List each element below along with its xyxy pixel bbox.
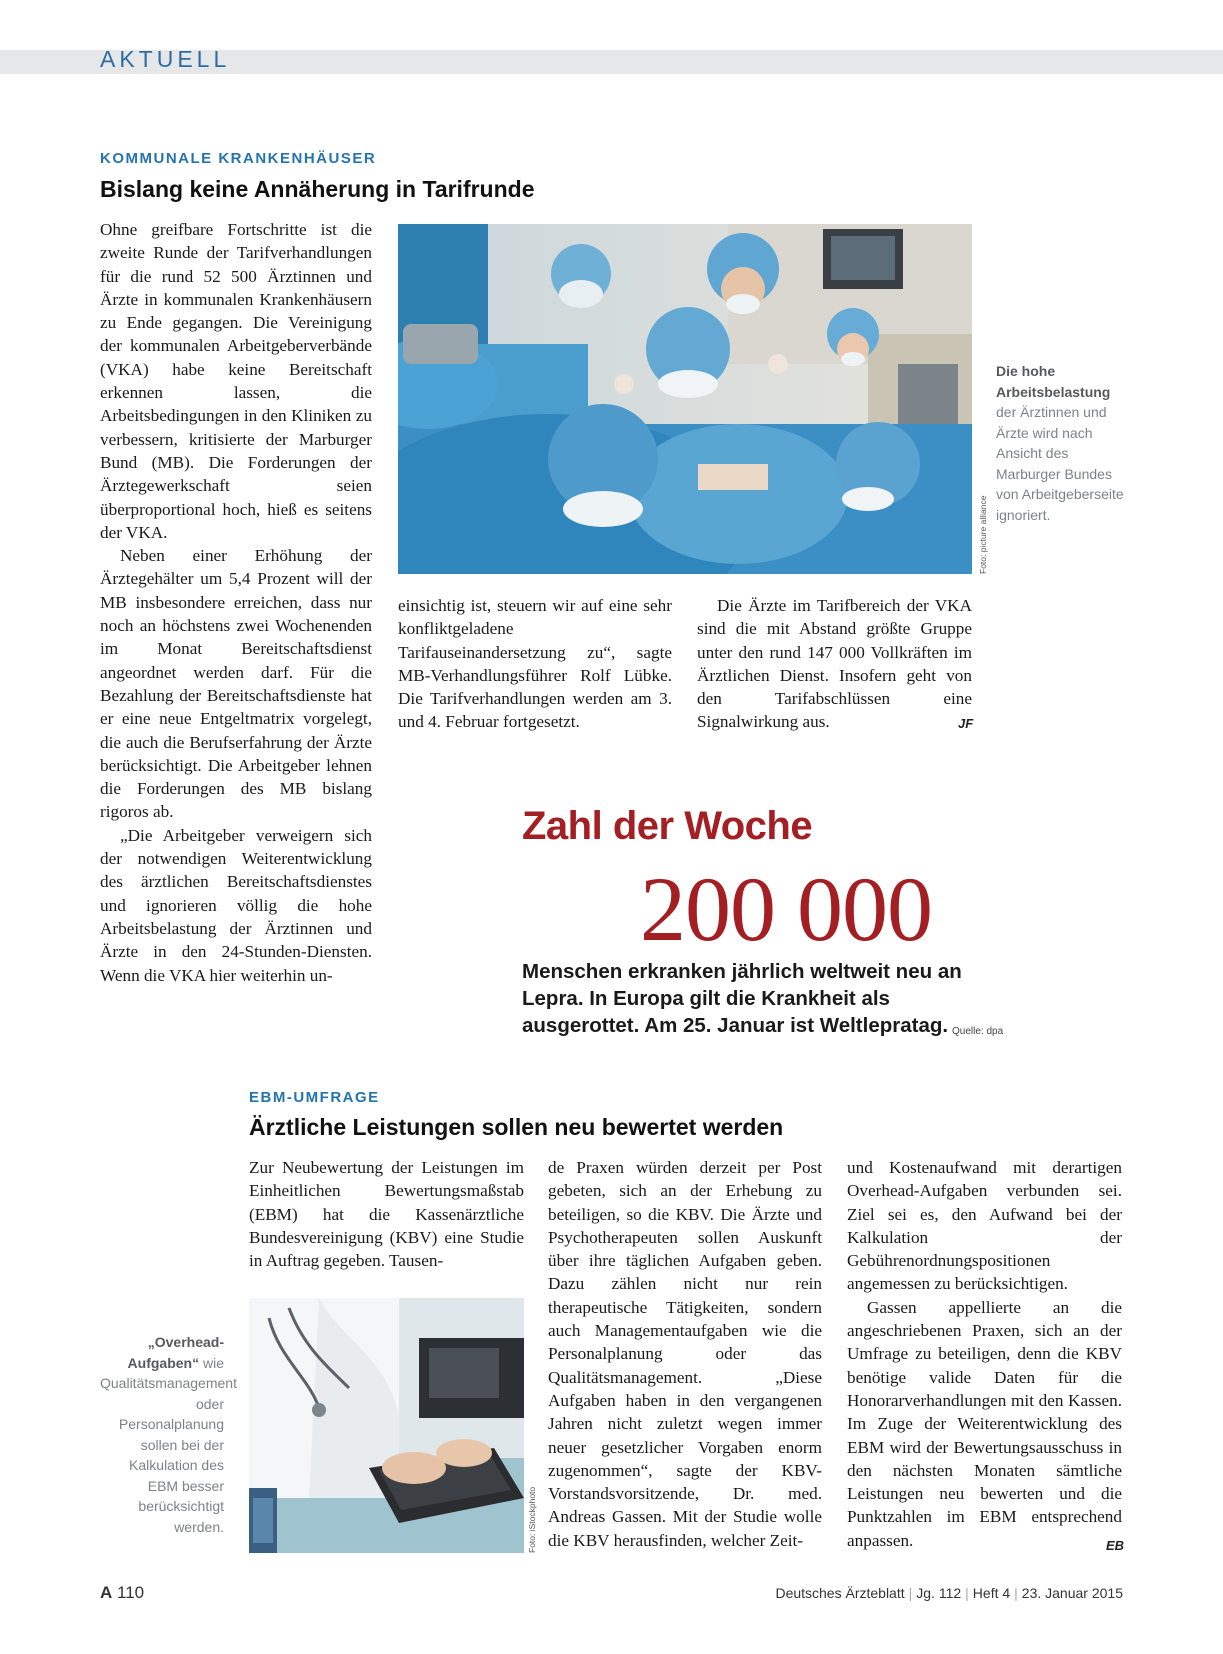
article2-paragraph: Gassen appellierte an die angeschriebenen Praxen, sich an der Umfrage zu beteiligen, denn die KBV benötige valide Daten für die Honorarverhandlungen mit den Kassen. Im Zuge der Weiterentwicklung des EBM wird der Bewertungsausschuss in den nächsten Monaten sämtliche Leistungen neu bewerten und die Punktzahlen im EBM entsprechend anpassen.: [847, 1297, 1122, 1550]
article2-kicker: EBM-UMFRAGE: [249, 1089, 380, 1106]
article2-photo-credit: Foto: iStockphoto: [527, 1486, 537, 1553]
article2-column-3: [847, 1156, 1125, 1553]
doctor-keyboard-photo: [249, 1298, 524, 1553]
article1-headline: Bislang keine Annäherung in Tarifrunde: [100, 176, 535, 202]
page-number-value: 110: [117, 1583, 145, 1602]
article1-paragraph: „Die Arbeitgeber verweigern sich der notwendigen Weiterentwicklung des ärztlichen Bereitschaftsdienstes und ignorieren völlig die hohe Arbeitsbelastung der Ärztinnen und Ärzte in den 24-Stunden-Diensten. Wenn die VKA hier weiterhin un-: [100, 825, 372, 985]
zahl-der-woche-title: Zahl der Woche: [522, 804, 813, 848]
article2-headline: Ärztliche Leistungen sollen neu bewertet werden: [249, 1114, 784, 1140]
page-prefix: A: [100, 1583, 113, 1602]
article1-photo-caption: [996, 361, 1126, 525]
article2-paragraph: und Kostenaufwand mit derartigen Overhead-Aufgaben verbunden sei. Ziel sei es, den Aufwand bei der Kalkulation der Gebührenordnungspositionen angemessen zu berücksichtigen.: [847, 1158, 1122, 1294]
article1-signature: JF: [958, 716, 974, 731]
zahl-der-woche-text: Menschen erkranken jährlich weltweit neu an Lepra. In Europa gilt die Krankheit als ausgerottet. Am 25. Januar ist Weltlepratag.: [522, 960, 962, 1037]
article1-paragraph: Neben einer Erhöhung der Ärztegehälter um 5,4 Prozent will der MB insbesondere erreichen, dass nur noch an höchstens zwei Wochenenden im Monat Bereitschaftsdienst angeordnet werden darf. Für die Bezahlung der Bereitschaftsdienste hat er eine neue Entgeltmatrix vorgelegt, die auch die Berufserfahrung der Ärzte berücksichtigt. Die Arbeitgeber lehnen die Forderungen des MB bislang rigoros ab.: [100, 546, 372, 822]
page-number: [100, 1583, 144, 1603]
article2-paragraph: Zur Neubewertung der Leistungen im Einheitlichen Bewertungsmaßstab (EBM) hat die Kassenärztliche Bundesvereinigung (KBV) eine Studie in Auftrag gegeben. Tausen-: [249, 1158, 524, 1271]
footer-volume: Jg. 112: [916, 1585, 962, 1601]
article1-paragraph: einsichtig ist, steuern wir auf eine sehr konfliktgeladene Tarifauseinandersetzung zu“, sagte MB-Verhandlungsführer Rolf Lübke. Die Tarifverhandlungen werden am 3. und 4. Februar fortgesetzt.: [398, 596, 672, 732]
zahl-der-woche-number: 200 000: [640, 858, 932, 960]
article2-signature: EB: [1106, 1538, 1125, 1553]
article1-paragraph: Die Ärzte im Tarifbereich der VKA sind die mit Abstand größte Gruppe unter den rund 147 000 Vollkräften im Ärztlichen Dienst. Insofern geht von den Tarifabschlüssen eine Signalwirkung aus.: [697, 596, 972, 732]
zahl-der-woche-source: Quelle: dpa: [952, 1026, 1004, 1037]
article2-paragraph: de Praxen würden derzeit per Post gebeten, sich an der Erhebung zu beteiligen, so die KBV. Die Ärzte und Psychotherapeuten sollen Auskunft über ihre täglichen Aufgaben geben. Dazu zählen nicht nur rein therapeutische Tätigkeiten, sondern auch Managementaufgaben wie die Personalplanung oder das Qualitätsmanagement. „Diese Aufgaben haben in den vergangenen Jahren nicht zuletzt wegen immer neuer gesetzlicher Vorgaben enorm zugenommen“, sagte der KBV-Vorstandsvorsitzende, Dr. med. Andreas Gassen. Mit der Studie wolle die KBV herausfinden, welcher Zeit-: [548, 1158, 822, 1550]
article2-column-2: [548, 1156, 822, 1552]
article2-caption-bold: „Overhead-Aufgaben“: [127, 1334, 224, 1371]
footer-issue: Heft 4: [972, 1585, 1011, 1601]
article2-caption-text: wie Qualitätsmanagement oder Personalplanung sollen bei der Kalkulation des EBM besser berücksichtigt werden.: [100, 1354, 237, 1535]
article2-column-1: [249, 1156, 524, 1272]
section-label: AKTUELL: [100, 46, 231, 72]
article1-column-3: [697, 594, 972, 734]
article1-paragraph: Ohne greifbare Fortschritte ist die zweite Runde der Tarifverhandlungen für die rund 52 500 Ärztinnen und Ärzte in kommunalen Krankenhäusern zu Ende gegangen. Die Vereinigung der kommunalen Arbeitgeberverbände (VKA) habe keine Bereitschaft erkennen lassen, die Arbeitsbedingungen in den Kliniken zu verbessern, kritisierte der Marburger Bund (MB). Die Forderungen der Ärztegewerkschaft seien überproportional hoch, hieß es seitens der VKA.: [100, 220, 372, 542]
surgery-team-photo: [398, 224, 972, 574]
surgery-photo-illustration: [398, 224, 972, 574]
article1-kicker: KOMMUNALE KRANKENHÄUSER: [100, 150, 377, 167]
article1-photo-credit: Foto: picture alliance: [978, 495, 988, 574]
article1-caption-bold: Die hohe Arbeitsbelastung: [996, 363, 1111, 400]
article1-caption-text: der Ärztinnen und Ärzte wird nach Ansicht des Marburger Bundes von Arbeitgeberseite ignoriert.: [996, 404, 1124, 523]
footer-date: 23. Januar 2015: [1021, 1585, 1123, 1601]
article2-photo-caption: [100, 1332, 237, 1537]
footer-journal-info: Deutsches Ärzteblatt | Jg. 112 | Heft 4 | 23. Januar 2015: [775, 1585, 1123, 1601]
doctor-photo-illustration: [249, 1298, 524, 1553]
article1-column-1: [100, 218, 372, 987]
article1-column-2: [398, 594, 672, 734]
footer-journal: Deutsches Ärzteblatt: [775, 1585, 905, 1601]
